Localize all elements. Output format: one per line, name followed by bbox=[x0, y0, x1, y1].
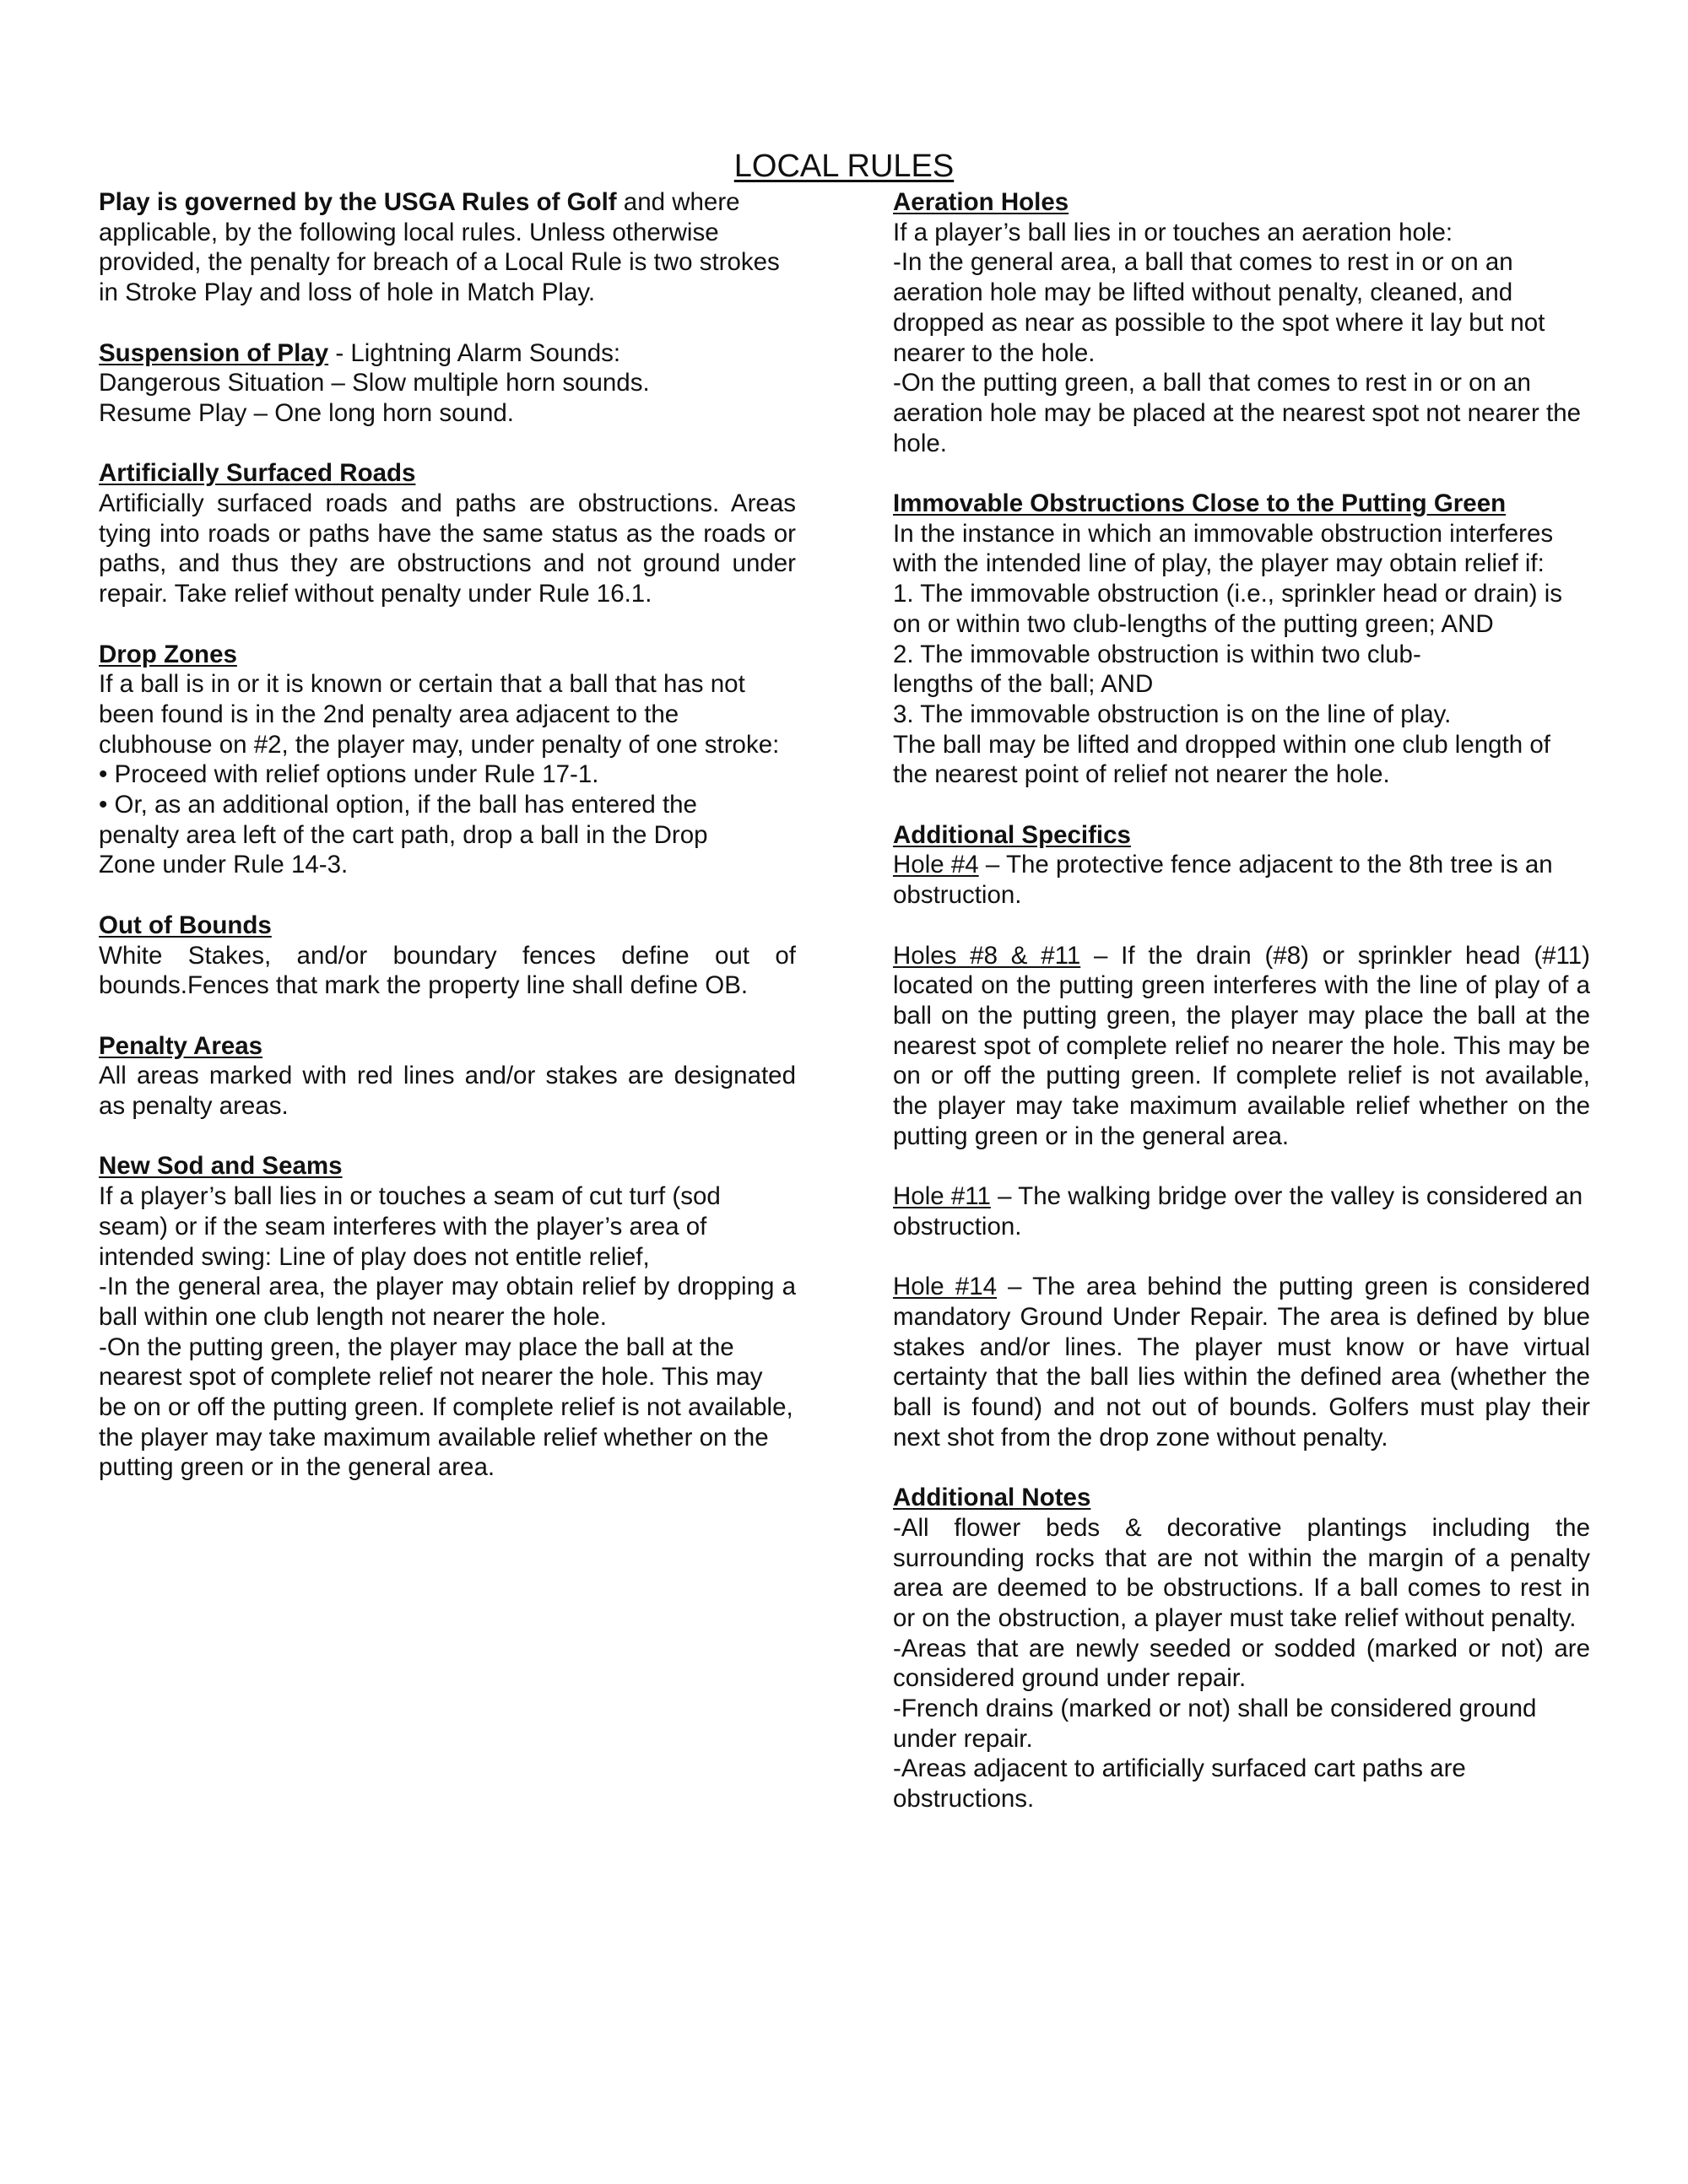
roads-heading: Artificially Surfaced Roads bbox=[99, 459, 416, 488]
notes-item3: -French drains (marked or not) shall be considered ground under repair. bbox=[893, 1695, 1537, 1753]
page-title: LOCAL RULES bbox=[733, 149, 955, 184]
immovable-section bbox=[893, 489, 1590, 790]
specifics-section bbox=[893, 820, 1590, 911]
immovable-body1: In the instance in which an immovable obstruction interferes with the intended line of play, the player may obtain relief if: bbox=[893, 519, 1554, 578]
hole14-text: – The area behind the putting green is considered mandatory Ground Under Repair. The area is defined by blue stakes and/or lines. The player must know or have virtual certainty that the ball lies within the defined area (whether the ball is found) and not out of bounds. Golfers must play their next shot from the drop zone without penalty. bbox=[893, 1273, 1590, 1451]
immovable-item2: 2. The immovable obstruction is within two club-lengths of the ball; AND bbox=[893, 640, 1421, 699]
notes-heading: Additional Notes bbox=[893, 1484, 1091, 1512]
suspension-line2: Resume Play – One long horn sound. bbox=[99, 398, 514, 427]
suspension-heading: Suspension of Play bbox=[99, 338, 329, 367]
left-column bbox=[99, 187, 796, 1513]
intro-section bbox=[99, 187, 796, 308]
drop-zones-bullet1: • Proceed with relief options under Rule 17-1. bbox=[99, 760, 599, 789]
suspension-heading-rest: - Lightning Alarm Sounds: bbox=[328, 338, 621, 367]
hole4-paragraph bbox=[893, 850, 1590, 910]
penalty-heading: Penalty Areas bbox=[99, 1031, 263, 1060]
aeration-body1: If a player’s ball lies in or touches an aeration hole: bbox=[893, 218, 1453, 246]
hole11-label: Hole #11 bbox=[893, 1182, 991, 1211]
hole14-section bbox=[893, 1272, 1590, 1452]
intro-text: and where applicable, by the following local rules. Unless otherwise provided, the penalty for breach of a Local Rule is two strokes in Stroke Play and loss of hole in Match Play. bbox=[99, 188, 780, 307]
hole8-label: Holes #8 & #11 bbox=[893, 941, 1081, 970]
hole11-text: – The walking bridge over the valley is considered an obstruction. bbox=[893, 1182, 1583, 1241]
suspension-section bbox=[99, 338, 796, 429]
sod-section bbox=[99, 1151, 796, 1483]
hole8-text: – If the drain (#8) or sprinkler head (#11) located on the putting green interferes with the line of play of a ball on the putting green, the player may place the ball at the nearest spot of complete relief no nearer the hole. This may be on or off the putting green. If complete relief is not available, the player may take maximum available relief whether on the putting green or in the general area. bbox=[893, 941, 1591, 1150]
aeration-body2: -In the general area, a ball that comes to rest in or on an aeration hole may be lifted without penalty, cleaned, and dropped as near as possible to the spot where it lay but not nearer to the hole. bbox=[893, 248, 1545, 367]
oob-body: White Stakes, and/or boundary fences define out of bounds.Fences that mark the property line shall define OB. bbox=[99, 941, 796, 1000]
intro-paragraph bbox=[99, 187, 796, 308]
suspension-heading-line bbox=[99, 338, 796, 369]
hole14-label: Hole #14 bbox=[893, 1273, 998, 1301]
immovable-body2: The ball may be lifted and dropped within one club length of the nearest point of relief not nearer the hole. bbox=[893, 730, 1550, 789]
penalty-body: All areas marked with red lines and/or stakes are designated as penalty areas. bbox=[99, 1062, 796, 1121]
hole8-section bbox=[893, 941, 1590, 1152]
penalty-section bbox=[99, 1031, 796, 1122]
drop-zones-bullet2: • Or, as an additional option, if the ball has entered the penalty area left of the cart path, drop a ball in the Drop Zone under Rule 14-3. bbox=[99, 791, 708, 879]
roads-section bbox=[99, 458, 796, 609]
immovable-heading: Immovable Obstructions Close to the Putting Green bbox=[893, 489, 1507, 518]
roads-body: Artificially surfaced roads and paths are obstructions. Areas tying into roads or paths have the same status as the roads or paths, and thus they are obstructions and not ground under repair. Take relief without penalty under Rule 16.1. bbox=[99, 489, 796, 608]
hole8-paragraph bbox=[893, 941, 1590, 1152]
immovable-item1: 1. The immovable obstruction (i.e., sprinkler head or drain) is on or within two club-lengths of the putting green; AND bbox=[893, 580, 1563, 638]
right-column bbox=[893, 187, 1590, 1845]
notes-item4: -Areas adjacent to artificially surfaced cart paths are obstructions. bbox=[893, 1754, 1466, 1814]
hole11-section bbox=[893, 1181, 1590, 1241]
suspension-line1: Dangerous Situation – Slow multiple horn sounds. bbox=[99, 369, 650, 397]
drop-zones-body: If a ball is in or it is known or certain that a ball that has not been found is in the 2nd penalty area adjacent to the clubhouse on #2, the player may, under penalty of one stroke: bbox=[99, 670, 780, 759]
sod-body2: -In the general area, the player may obtain relief by dropping a ball within one club length not nearer the hole. bbox=[99, 1273, 796, 1331]
intro-bold: Play is governed by the USGA Rules of Golf bbox=[99, 188, 617, 216]
hole11-paragraph bbox=[893, 1181, 1590, 1241]
hole4-text: – The protective fence adjacent to the 8th tree is an obstruction. bbox=[893, 851, 1553, 910]
aeration-section bbox=[893, 187, 1590, 458]
notes-item1: -All flower beds & decorative plantings including the surrounding rocks that are not within the margin of a penalty area are deemed to be obstructions. If a ball comes to rest in or on the obstruction, a player must take relief without penalty. bbox=[893, 1513, 1590, 1632]
aeration-body3: -On the putting green, a ball that comes to rest in or on an aeration hole may be placed at the nearest spot not nearer the hole. bbox=[893, 369, 1582, 457]
sod-body1: If a player’s ball lies in or touches a seam of cut turf (sod seam) or if the seam interferes with the player’s area of intended swing: Line of play does not entitle relief, bbox=[99, 1182, 721, 1271]
notes-section bbox=[893, 1483, 1590, 1814]
drop-zones-section bbox=[99, 640, 796, 881]
oob-section bbox=[99, 911, 796, 1001]
hole4-label: Hole #4 bbox=[893, 851, 979, 879]
notes-item2: -Areas that are newly seeded or sodded (marked or not) are considered ground under repair. bbox=[893, 1634, 1590, 1693]
oob-heading: Out of Bounds bbox=[99, 911, 272, 939]
specifics-heading: Additional Specifics bbox=[893, 820, 1131, 849]
hole14-paragraph bbox=[893, 1272, 1590, 1452]
sod-heading: New Sod and Seams bbox=[99, 1152, 343, 1181]
immovable-item3: 3. The immovable obstruction is on the line of play. bbox=[893, 700, 1452, 728]
aeration-heading: Aeration Holes bbox=[893, 188, 1069, 216]
sod-body3: -On the putting green, the player may place the ball at the nearest spot of complete relief not nearer the hole. This may be on or off the putting green. If complete relief is not available, the player may take maximum available relief whether on the putting green or in the general area. bbox=[99, 1333, 793, 1482]
drop-zones-heading: Drop Zones bbox=[99, 640, 237, 668]
